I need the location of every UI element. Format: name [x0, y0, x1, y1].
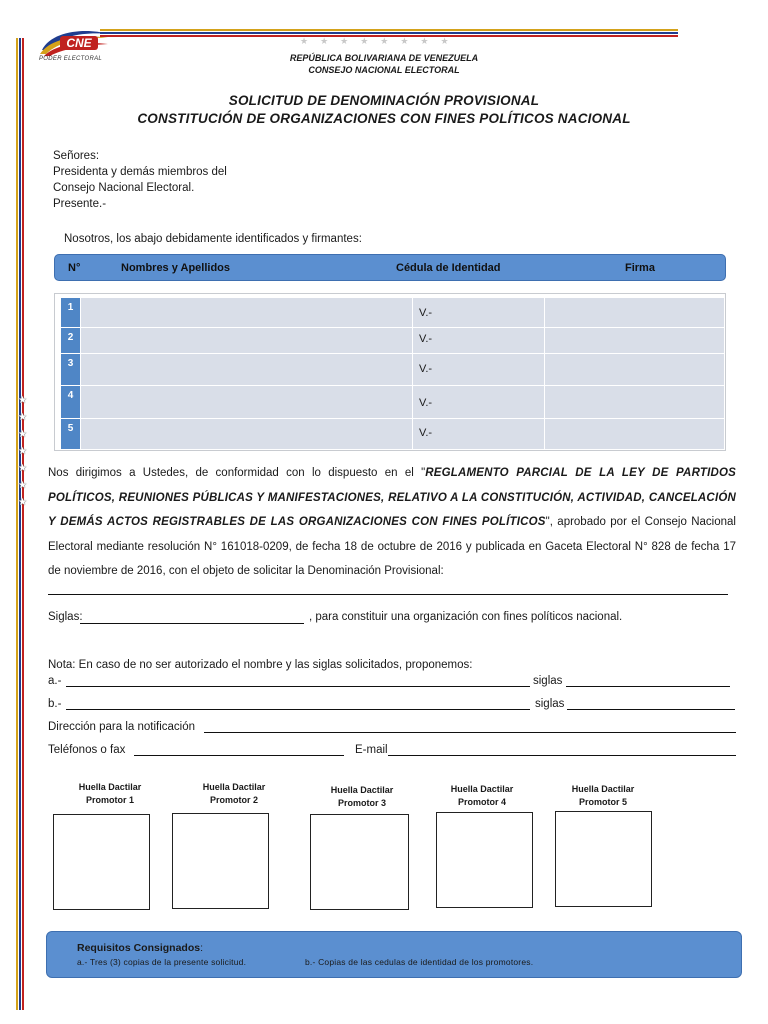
telefonos-line[interactable] — [134, 755, 344, 756]
table-row — [61, 386, 723, 418]
name-field[interactable] — [80, 328, 413, 353]
horizontal-stars-decoration: ★★★★★★★★ — [300, 36, 461, 46]
cedula-field[interactable] — [412, 354, 545, 385]
cedula-prefix: V.- — [419, 397, 433, 409]
cedula-field[interactable] — [412, 419, 545, 449]
fingerprint-box-5[interactable] — [555, 811, 652, 907]
name-field[interactable] — [80, 386, 413, 418]
requisitos-box — [46, 931, 742, 978]
top-gold-line — [100, 29, 678, 31]
requisitos-heading: Requisitos Consignados: — [77, 942, 204, 954]
header-council: CONSEJO NACIONAL ELECTORAL — [308, 65, 460, 75]
siglas-label: Siglas: — [48, 611, 83, 623]
name-field[interactable] — [80, 298, 413, 327]
fingerprint-box-1[interactable] — [53, 814, 150, 910]
huella-label-2: Huella Dactilar Promotor 2 — [202, 782, 266, 805]
logo-text: CNE — [66, 36, 92, 50]
salutation-presente: Presente.- — [53, 198, 107, 210]
row-number: 2 — [61, 328, 80, 353]
signature-field[interactable] — [544, 298, 724, 327]
direccion-line[interactable] — [204, 732, 736, 733]
salutation-consejo: Consejo Nacional Electoral. — [53, 182, 195, 194]
huella-label-1: Huella Dactilar Promotor 1 — [78, 782, 142, 805]
huella-label-3: Huella Dactilar Promotor 3 — [330, 785, 394, 808]
requisito-b: b.- Copias de las cedulas de identidad de los promotores. — [305, 957, 534, 967]
salutation-presidenta: Presidenta y demás miembros del — [53, 166, 227, 178]
vertical-stars-decoration: ★ ★ ★ ★ ★ ★ ★ — [18, 395, 27, 508]
header-republic: REPÚBLICA BOLIVARIANA DE VENEZUELA — [289, 53, 479, 63]
paragraph-start: Nos dirigimos a Ustedes, de conformidad con lo dispuesto en el " — [48, 467, 426, 479]
email-line[interactable] — [388, 755, 736, 756]
promoters-table-header — [54, 254, 726, 281]
row-number: 3 — [61, 354, 80, 385]
signature-field[interactable] — [544, 386, 724, 418]
option-a-siglas-label: siglas — [533, 675, 563, 687]
row-number: 1 — [61, 298, 80, 327]
option-b-siglas-line[interactable] — [567, 709, 735, 710]
option-b-label: b.- — [48, 698, 62, 710]
siglas-line[interactable] — [80, 623, 304, 624]
signature-field[interactable] — [544, 419, 724, 449]
fingerprint-box-2[interactable] — [172, 813, 269, 909]
header-names: Nombres y Apellidos — [121, 262, 231, 274]
legal-paragraph — [48, 461, 736, 584]
intro-text: Nosotros, los abajo debidamente identificados y firmantes: — [64, 233, 362, 245]
denomination-line[interactable] — [48, 594, 728, 595]
huella-label-4: Huella Dactilar Promotor 4 — [450, 784, 514, 807]
option-b-name-line[interactable] — [66, 709, 530, 710]
cedula-field[interactable] — [412, 328, 545, 353]
regulation-title: REGLAMENTO PARCIAL DE LA LEY DE PARTIDOS POLÍTICOS, REUNIONES PÚBLICAS Y MANIFESTACIONES, RELATIVO A LA CONSTITUCIÓN, ACTIVIDAD, CANCELACIÓN Y DEMÁS ACTOS REGISTRABLES DE LAS ORGANIZACIONES CON FINES POLÍTICOS — [48, 467, 737, 529]
table-row — [61, 328, 723, 353]
huella-label-5: Huella Dactilar Promotor 5 — [571, 784, 635, 807]
cedula-prefix: V.- — [419, 333, 433, 345]
fingerprint-box-3[interactable] — [310, 814, 409, 910]
nota-text: Nota: En caso de no ser autorizado el nombre y las siglas solicitados, proponemos: — [48, 659, 473, 671]
salutation-senores: Señores: — [53, 150, 100, 162]
cedula-prefix: V.- — [419, 307, 433, 319]
cedula-prefix: V.- — [419, 363, 433, 375]
fingerprint-box-4[interactable] — [436, 812, 533, 908]
row-number: 4 — [61, 386, 80, 418]
table-row — [61, 419, 723, 449]
logo-caption: PODER ELECTORAL — [39, 56, 103, 62]
telefonos-label: Teléfonos o fax — [48, 744, 126, 756]
top-blue-line — [100, 32, 678, 34]
title-line-2: CONSTITUCIÓN DE ORGANIZACIONES CON FINES POLÍTICOS NACIONAL — [137, 111, 631, 126]
signature-field[interactable] — [544, 354, 724, 385]
siglas-suffix: , para constituir una organización con fines políticos nacional. — [309, 611, 623, 623]
cedula-prefix: V.- — [419, 427, 433, 439]
table-row — [61, 298, 723, 327]
option-b-siglas-label: siglas — [535, 698, 565, 710]
direccion-label: Dirección para la notificación — [48, 721, 196, 733]
title-line-1: SOLICITUD DE DENOMINACIÓN PROVISIONAL — [228, 93, 540, 108]
row-number: 5 — [61, 419, 80, 449]
header-cedula: Cédula de Identidad — [396, 262, 501, 274]
table-row — [61, 354, 723, 385]
option-a-siglas-line[interactable] — [566, 686, 730, 687]
cedula-field[interactable] — [412, 298, 545, 327]
option-a-name-line[interactable] — [66, 686, 530, 687]
header-firma: Firma — [625, 262, 655, 274]
left-tricolor-border — [16, 38, 24, 1010]
name-field[interactable] — [80, 419, 413, 449]
paragraph-end: ", aprobado por el Consejo Nacional Electoral mediante resolución N° 161018-0209, de fecha 18 de octubre de 2016 y publicada en Gaceta Electoral N° 828 de fecha 17 de noviembre de 2016, con el objeto de solicitar la Denominación Provisional: — [48, 516, 736, 578]
cedula-field[interactable] — [412, 386, 545, 418]
option-a-label: a.- — [48, 675, 62, 687]
header-number: N° — [68, 262, 81, 274]
name-field[interactable] — [80, 354, 413, 385]
email-label: E-mail — [355, 744, 388, 756]
signature-field[interactable] — [544, 328, 724, 353]
requisito-a: a.- Tres (3) copias de la presente solicitud. — [77, 957, 247, 967]
